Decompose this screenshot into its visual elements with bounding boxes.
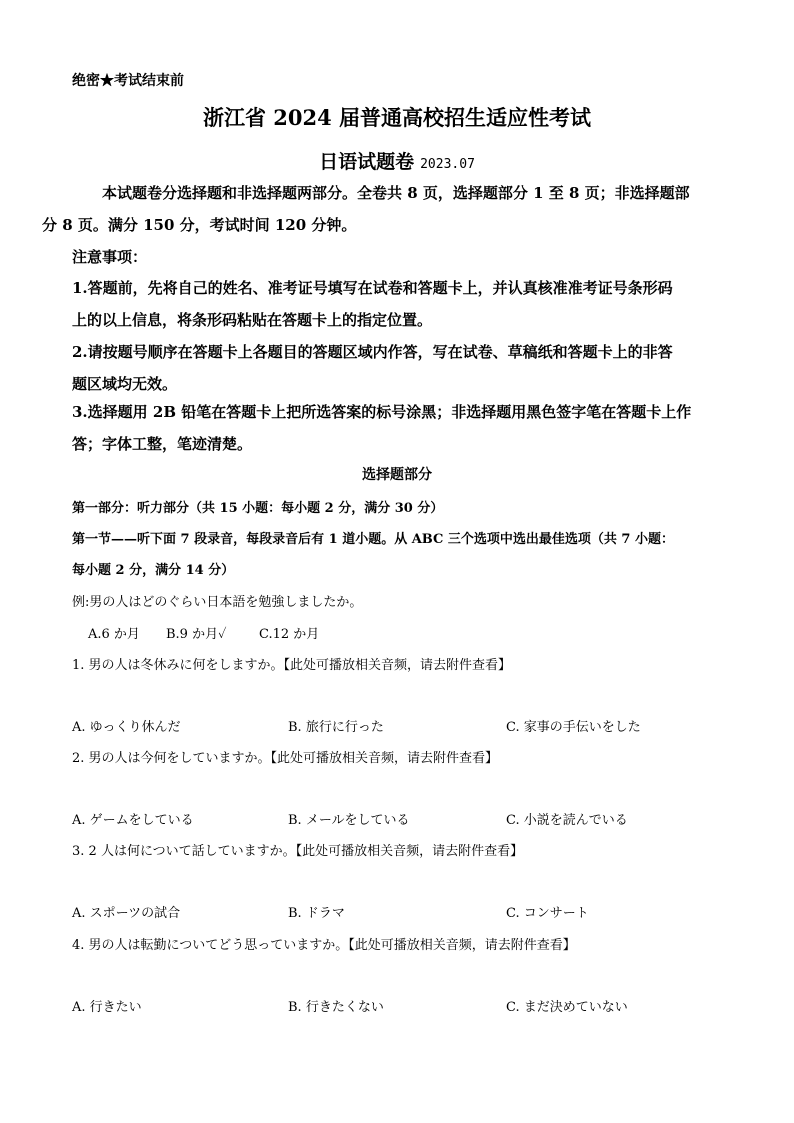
sub-section-1-line-2: 每小题 2 分，满分 14 分） (72, 563, 235, 578)
example-question: 例:男の人はどのぐらい日本語を勉強しましたか。 (72, 595, 363, 610)
question-1-option-b: B. 旅行に行った (288, 720, 384, 735)
question-2-option-b: B. メールをしている (288, 813, 410, 828)
question-3-option-c: C. コンサート (506, 906, 589, 921)
part-1-heading: 第一部分：听力部分（共 15 小题：每小题 2 分，满分 30 分） (72, 501, 444, 516)
question-3-option-b: B. ドラマ (288, 906, 345, 921)
question-4-option-c: C. まだ決めていない (506, 1000, 628, 1015)
question-4-option-b: B. 行きたくない (288, 1000, 384, 1015)
note-2 (72, 336, 726, 400)
question-3-option-a: A. スポーツの試合 (72, 906, 181, 921)
note-1 (72, 272, 726, 336)
note-1-line-1: 1.答题前，先将自己的姓名、准考证号填写在试卷和答题卡上，并认真核准准考证号条形码 (72, 279, 673, 297)
question-1-option-a: A. ゆっくり休んだ (72, 720, 181, 735)
intro-paragraph (42, 177, 726, 241)
example-option-b: B.9 か月✓ (166, 627, 227, 642)
exam-title: 浙江省 2024 届普通高校招生适应性考试 (202, 105, 592, 130)
note-2-line-1: 2.请按题号顺序在答题卡上各题目的答题区域内作答，写在试卷、草稿纸和答题卡上的非答 (72, 343, 673, 361)
exam-subtitle (0, 147, 794, 174)
example-option-a: A.6 か月 (88, 627, 140, 642)
subtitle-text: 日语试题卷 (319, 151, 415, 173)
notes-heading: 注意事项： (72, 248, 148, 266)
section-heading: 选择题部分 (362, 467, 432, 483)
question-2-option-c: C. 小説を読んでいる (506, 813, 628, 828)
note-3-line-1: 3.选择题用 2B 铅笔在答题卡上把所选答案的标号涂黑；非选择题用黑色签字笔在答题卡上作 (72, 403, 692, 421)
sub-section-1-line-1: 第一节——听下面 7 段录音，每段录音后有 1 道小题。从 ABC 三个选项中选出最佳选项（共 7 小题： (72, 532, 675, 547)
exam-date: 2023.07 (420, 157, 475, 172)
question-4: 4. 男の人は転勤についてどう思っていますか。【此处可播放相关音频，请去附件查看】 (72, 938, 576, 953)
note-3 (72, 396, 726, 460)
confidential-label: 绝密★考试结束前 (72, 73, 184, 89)
question-2: 2. 男の人は今何をしていますか。【此处可播放相关音频，请去附件查看】 (72, 751, 499, 766)
example-option-c: C.12 か月 (259, 627, 320, 642)
note-1-line-2: 上的以上信息，将条形码粘贴在答题卡上的指定位置。 (72, 311, 433, 329)
note-2-line-2: 题区域均无效。 (72, 375, 178, 393)
question-1-option-c: C. 家事の手伝いをした (506, 720, 641, 735)
intro-line-2: 分 8 页。满分 150 分，考试时间 120 分钟。 (42, 216, 357, 234)
question-2-option-a: A. ゲームをしている (72, 813, 194, 828)
intro-line-1: 本试题卷分选择题和非选择题两部分。全卷共 8 页，选择题部分 1 至 8 页；非选择题部 (102, 184, 690, 202)
note-3-line-2: 答；字体工整，笔迹清楚。 (72, 435, 253, 453)
question-1: 1. 男の人は冬休みに何をしますか。【此处可播放相关音频，请去附件查看】 (72, 658, 512, 673)
question-4-option-a: A. 行きたい (72, 1000, 142, 1015)
question-3: 3. 2 人は何について話していますか。【此处可播放相关音频，请去附件查看】 (72, 844, 524, 859)
